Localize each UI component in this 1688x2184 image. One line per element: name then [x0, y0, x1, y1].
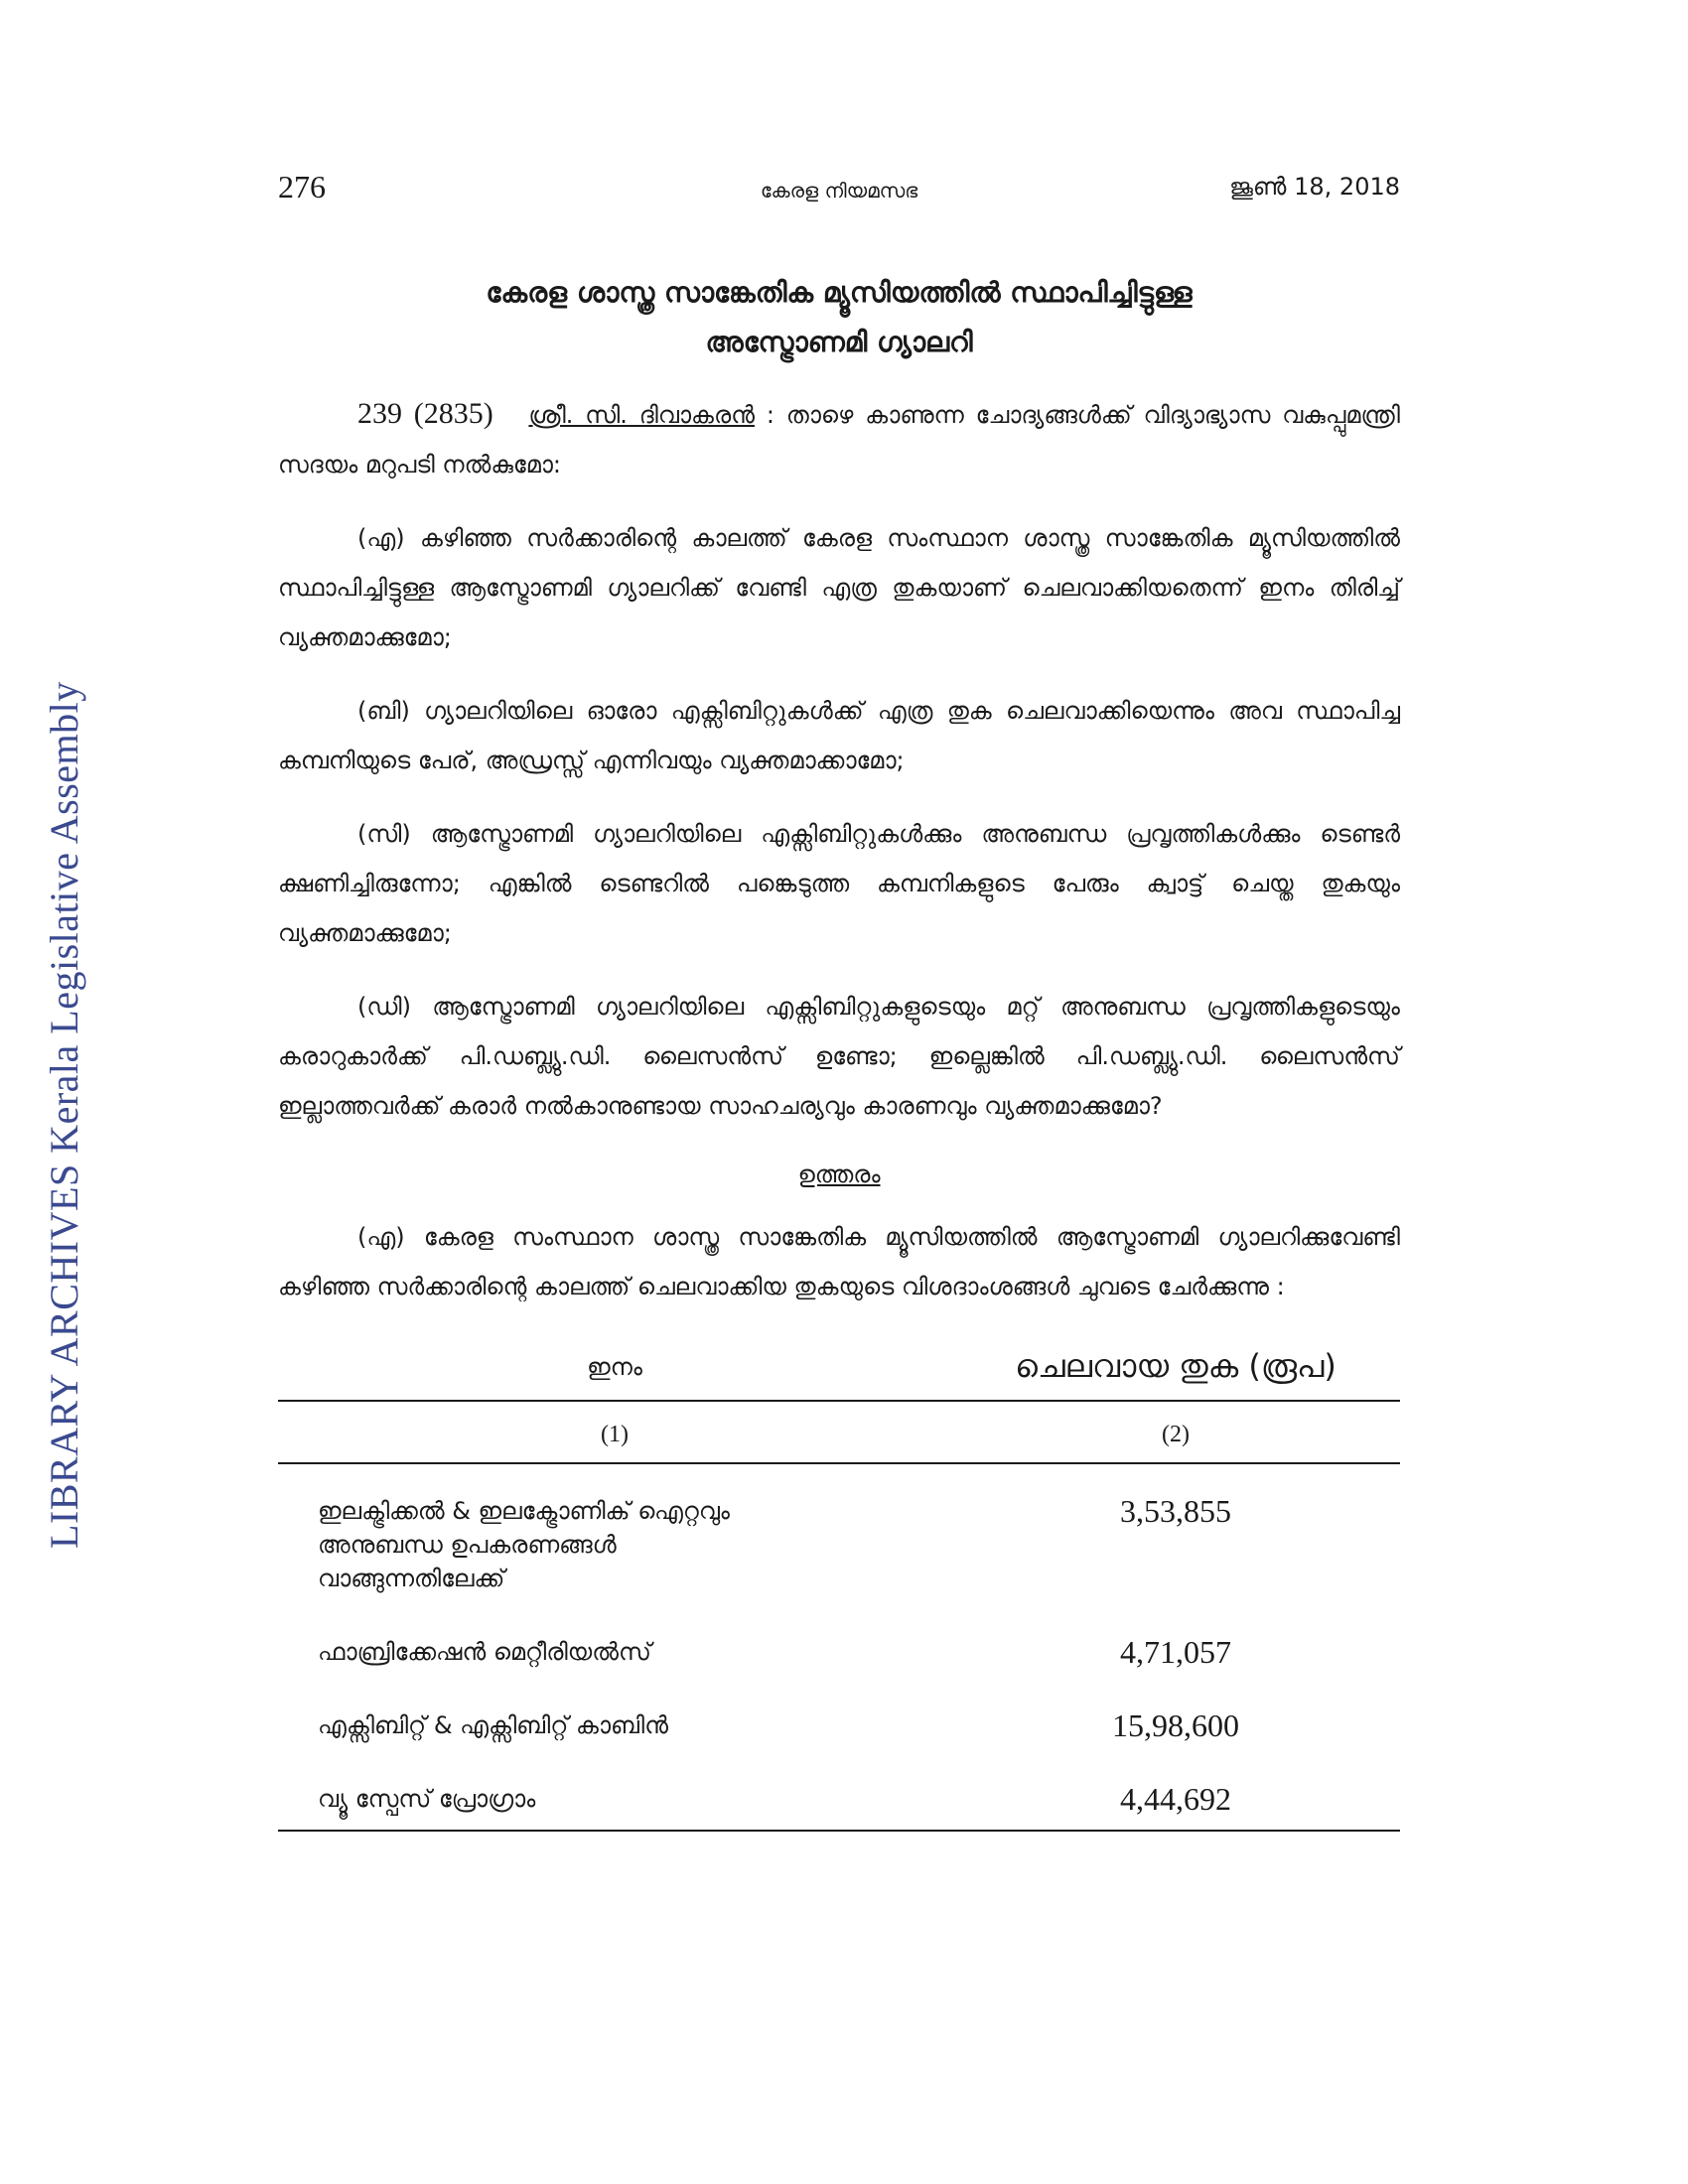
- row-item: ഫാബ്രിക്കേഷൻ മെറ്റീരിയൽസ്: [318, 1638, 651, 1666]
- row-amount: 3,53,855: [1120, 1493, 1231, 1529]
- page-header: [278, 169, 1400, 208]
- question-part-d: (ഡി) ആസ്ട്രോണമി ഗ്യാലറിയിലെ എക്സിബിറ്റുകളുടെയും മറ്റ് അനുബന്ധ പ്രവൃത്തികളുടെയും കരാറുകാർക്ക് പി.ഡബ്ല്യു.ഡി. ലൈസൻസ് ഉണ്ടോ; ഇല്ലെങ്കിൽ പി.ഡബ്ല്യു.ഡി. ലൈസൻസ് ഇല്ലാത്തവർക്ക് കരാർ നൽകാനുണ്ടായ സാഹചര്യവും കാരണവും വ്യക്തമാക്കുമോ?: [278, 993, 1400, 1120]
- header-date: ജൂൺ 18, 2018: [1229, 173, 1400, 201]
- answer-heading: ഉത്തരം: [797, 1160, 881, 1188]
- page-number: 276: [278, 169, 326, 205]
- running-head: കേരള നിയമസഭ: [760, 179, 918, 203]
- header-item: ഇനം: [278, 1335, 951, 1401]
- column-number-row: [278, 1401, 1400, 1463]
- row-amount: 4,44,692: [951, 1752, 1400, 1831]
- row-item: എക്സിബിറ്റ് & എക്സിബിറ്റ് കാബിൻ: [318, 1711, 668, 1739]
- table-header-row: [278, 1335, 1400, 1401]
- table-row: [278, 1605, 1400, 1679]
- title-line-2: അസ്ട്രോണമി ഗ്യാലറി: [705, 326, 973, 358]
- answer-intro: (എ) കേരള സംസ്ഥാന ശാസ്ത്ര സാങ്കേതിക മ്യൂസിയത്തിൽ ആസ്ട്രോണമി ഗ്യാലറിക്കുവേണ്ടി കഴിഞ്ഞ സർക്കാരിന്റെ കാലത്ത് ചെലവാക്കിയ തുകയുടെ വിശദാംശങ്ങൾ ചുവടെ ചേർക്കുന്നു :: [278, 1223, 1400, 1300]
- question-intro: [278, 389, 1400, 489]
- question-part-c: (സി) ആസ്ട്രോണമി ഗ്യാലറിയിലെ എക്സിബിറ്റുകൾക്കും അനുബന്ധ പ്രവൃത്തികൾക്കും ടെണ്ടർ ക്ഷണിച്ചിരുന്നോ; എങ്കിൽ ടെണ്ടറിൽ പങ്കെടുത്ത കമ്പനികളുടെ പേരും ക്വാട്ട് ചെയ്ത തുകയും വ്യക്തമാക്കുമോ;: [278, 820, 1400, 947]
- table-row: [278, 1463, 1400, 1605]
- header-amount: ചെലവായ തുക (രൂപ): [951, 1335, 1400, 1401]
- column-number-2: (2): [951, 1401, 1400, 1463]
- column-number-1: (1): [278, 1401, 951, 1463]
- row-amount: 4,71,057: [1120, 1634, 1231, 1670]
- row-item: വ്യൂ സ്പേസ് പ്രോഗ്രാം: [278, 1752, 951, 1831]
- table-row: [278, 1679, 1400, 1752]
- row-amount: 15,98,600: [1112, 1707, 1239, 1743]
- side-watermark: LIBRARY ARCHIVES Kerala Legislative Assembly: [42, 681, 86, 1549]
- row-item: ഇലക്ട്രിക്കൽ & ഇലക്ട്രോണിക് ഐറ്റവും അനുബന്ധ ഉപകരണങ്ങൾ വാങ്ങുന്നതിലേക്ക്: [318, 1497, 730, 1592]
- question-part-b: (ബി) ഗ്യാലറിയിലെ ഓരോ എക്സിബിറ്റുകൾക്ക് എത്ര തുക ചെലവാക്കിയെന്നും അവ സ്ഥാപിച്ച കമ്പനിയുടെ പേര്, അഡ്രസ്സ് എന്നിവയും വ്യക്തമാക്കാമോ;: [278, 697, 1400, 774]
- question-number: 239 (2835): [357, 397, 493, 430]
- title-line-1: കേരള ശാസ്ത്ര സാങ്കേതിക മ്യൂസിയത്തിൽ സ്ഥാപിച്ചിട്ടുള്ള: [486, 276, 1193, 309]
- member-name: ശ്രീ. സി. ദിവാകരൻ: [528, 401, 755, 429]
- table-row: [278, 1752, 1400, 1831]
- question-title: [278, 268, 1400, 367]
- question-part-a: (എ) കഴിഞ്ഞ സർക്കാരിന്റെ കാലത്ത് കേരള സംസ്ഥാന ശാസ്ത്ര സാങ്കേതിക മ്യൂസിയത്തിൽ സ്ഥാപിച്ചിട്ടുള്ള ആസ്ട്രോണമി ഗ്യാലറിക്ക് വേണ്ടി എത്ര തുകയാണ് ചെലവാക്കിയതെന്ന് ഇനം തിരിച്ച് വ്യക്തമാക്കുമോ;: [278, 524, 1400, 651]
- document-body: [278, 268, 1400, 1832]
- expenditure-table: [278, 1335, 1400, 1832]
- question-intro-text: : താഴെ കാണുന്ന ചോദ്യങ്ങൾക്ക് വിദ്യാഭ്യാസ വകുപ്പുമന്ത്രി സദയം മറുപടി നൽകുമോ:: [278, 401, 1400, 478]
